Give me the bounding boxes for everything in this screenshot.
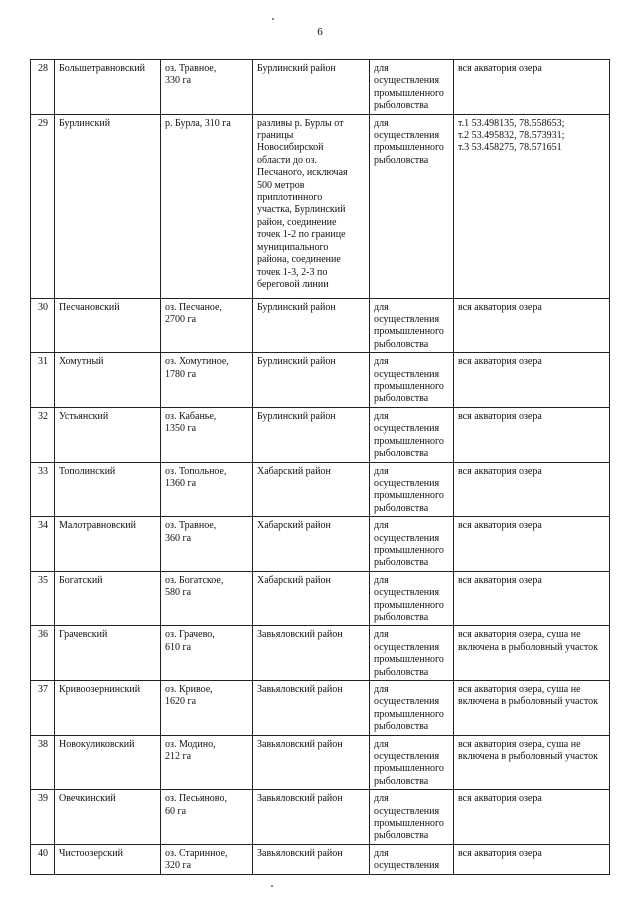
table-row xyxy=(31,114,610,298)
scan-speck xyxy=(271,885,273,887)
area-bounds-cell: вся акватория озера xyxy=(454,298,610,353)
area-bounds-cell: вся акватория озера xyxy=(454,790,610,845)
row-number-cell: 33 xyxy=(31,462,55,517)
table-row xyxy=(31,298,610,353)
area-location-cell: Бурлинский район xyxy=(253,60,370,115)
table-row xyxy=(31,407,610,462)
area-location-cell: Бурлинский район xyxy=(253,407,370,462)
row-number-cell: 34 xyxy=(31,517,55,572)
row-number-cell: 30 xyxy=(31,298,55,353)
area-name-cell: Хомутный xyxy=(55,353,161,408)
area-location-cell: Завьяловский район xyxy=(253,735,370,790)
table-row xyxy=(31,681,610,736)
area-purpose-cell: для осуществления промышленного рыболовства xyxy=(370,626,454,681)
area-name-cell: Богатский xyxy=(55,571,161,626)
row-number-cell: 40 xyxy=(31,844,55,874)
row-number-cell: 36 xyxy=(31,626,55,681)
area-location-cell: Завьяловский район xyxy=(253,681,370,736)
table-body xyxy=(31,60,610,875)
area-location-cell: Хабарский район xyxy=(253,462,370,517)
row-number-cell: 37 xyxy=(31,681,55,736)
water-body-cell: оз. Кривое, 1620 га xyxy=(161,681,253,736)
area-location-cell: Хабарский район xyxy=(253,517,370,572)
area-bounds-cell: вся акватория озера, суша не включена в рыболовный участок xyxy=(454,626,610,681)
water-body-cell: оз. Песчаное, 2700 га xyxy=(161,298,253,353)
area-bounds-cell: т.1 53.498135, 78.558653; т.2 53.495832, 78.573931; т.3 53.458275, 78.571651 xyxy=(454,114,610,298)
area-purpose-cell: для осуществления xyxy=(370,844,454,874)
area-name-cell: Кривоозернинский xyxy=(55,681,161,736)
water-body-cell: оз. Песьяново, 60 га xyxy=(161,790,253,845)
water-body-cell: оз. Богатское, 580 га xyxy=(161,571,253,626)
water-body-cell: оз. Старинное, 320 га xyxy=(161,844,253,874)
table-row xyxy=(31,844,610,874)
area-bounds-cell: вся акватория озера xyxy=(454,353,610,408)
table-row xyxy=(31,735,610,790)
water-body-cell: оз. Хомутиное, 1780 га xyxy=(161,353,253,408)
area-name-cell: Чистоозерский xyxy=(55,844,161,874)
area-purpose-cell: для осуществления промышленного рыболовства xyxy=(370,790,454,845)
area-purpose-cell: для осуществления промышленного рыболовства xyxy=(370,60,454,115)
table-row xyxy=(31,60,610,115)
water-body-cell: оз. Кабанье, 1350 га xyxy=(161,407,253,462)
area-location-cell: Бурлинский район xyxy=(253,353,370,408)
area-bounds-cell: вся акватория озера xyxy=(454,462,610,517)
area-name-cell: Тополинский xyxy=(55,462,161,517)
area-location-cell: Завьяловский район xyxy=(253,790,370,845)
table-row xyxy=(31,790,610,845)
scan-speck xyxy=(272,18,274,20)
area-purpose-cell: для осуществления промышленного рыболовства xyxy=(370,407,454,462)
area-name-cell: Песчановский xyxy=(55,298,161,353)
area-bounds-cell: вся акватория озера xyxy=(454,571,610,626)
water-body-cell: р. Бурла, 310 га xyxy=(161,114,253,298)
table-row xyxy=(31,462,610,517)
area-name-cell: Большетравновский xyxy=(55,60,161,115)
area-bounds-cell: вся акватория озера xyxy=(454,60,610,115)
area-purpose-cell: для осуществления промышленного рыболовства xyxy=(370,353,454,408)
area-location-cell: Бурлинский район xyxy=(253,298,370,353)
area-purpose-cell: для осуществления промышленного рыболовства xyxy=(370,735,454,790)
water-body-cell: оз. Травное, 360 га xyxy=(161,517,253,572)
area-bounds-cell: вся акватория озера xyxy=(454,517,610,572)
water-body-cell: оз. Модино, 212 га xyxy=(161,735,253,790)
row-number-cell: 31 xyxy=(31,353,55,408)
area-location-cell: Хабарский район xyxy=(253,571,370,626)
fishing-areas-table xyxy=(30,59,610,875)
area-name-cell: Бурлинский xyxy=(55,114,161,298)
row-number-cell: 38 xyxy=(31,735,55,790)
area-name-cell: Овечкинский xyxy=(55,790,161,845)
area-bounds-cell: вся акватория озера xyxy=(454,844,610,874)
page-number: 6 xyxy=(317,26,323,38)
area-bounds-cell: вся акватория озера xyxy=(454,407,610,462)
table-row xyxy=(31,571,610,626)
row-number-cell: 32 xyxy=(31,407,55,462)
area-bounds-cell: вся акватория озера, суша не включена в рыболовный участок xyxy=(454,735,610,790)
row-number-cell: 29 xyxy=(31,114,55,298)
water-body-cell: оз. Грачево, 610 га xyxy=(161,626,253,681)
area-location-cell: Завьяловский район xyxy=(253,626,370,681)
area-purpose-cell: для осуществления промышленного рыболовства xyxy=(370,517,454,572)
area-purpose-cell: для осуществления промышленного рыболовства xyxy=(370,298,454,353)
water-body-cell: оз. Топольное, 1360 га xyxy=(161,462,253,517)
area-purpose-cell: для осуществления промышленного рыболовства xyxy=(370,114,454,298)
area-name-cell: Новокуликовский xyxy=(55,735,161,790)
area-name-cell: Малотравновский xyxy=(55,517,161,572)
water-body-cell: оз. Травное, 330 га xyxy=(161,60,253,115)
area-name-cell: Устьянский xyxy=(55,407,161,462)
area-purpose-cell: для осуществления промышленного рыболовства xyxy=(370,571,454,626)
table-row xyxy=(31,517,610,572)
row-number-cell: 28 xyxy=(31,60,55,115)
area-name-cell: Грачевский xyxy=(55,626,161,681)
area-location-cell: Завьяловский район xyxy=(253,844,370,874)
table-row xyxy=(31,353,610,408)
area-purpose-cell: для осуществления промышленного рыболовства xyxy=(370,462,454,517)
table-row xyxy=(31,626,610,681)
row-number-cell: 39 xyxy=(31,790,55,845)
area-purpose-cell: для осуществления промышленного рыболовства xyxy=(370,681,454,736)
area-bounds-cell: вся акватория озера, суша не включена в рыболовный участок xyxy=(454,681,610,736)
area-location-cell: разливы р. Бурлы от границы Новосибирской области до оз. Песчаного, исключая 500 метров приплотинного участка, Бурлинский район, соединение точек 1-2 по границе муниципального района, соединение точек 1-3, 2-3 по береговой линии xyxy=(253,114,370,298)
row-number-cell: 35 xyxy=(31,571,55,626)
